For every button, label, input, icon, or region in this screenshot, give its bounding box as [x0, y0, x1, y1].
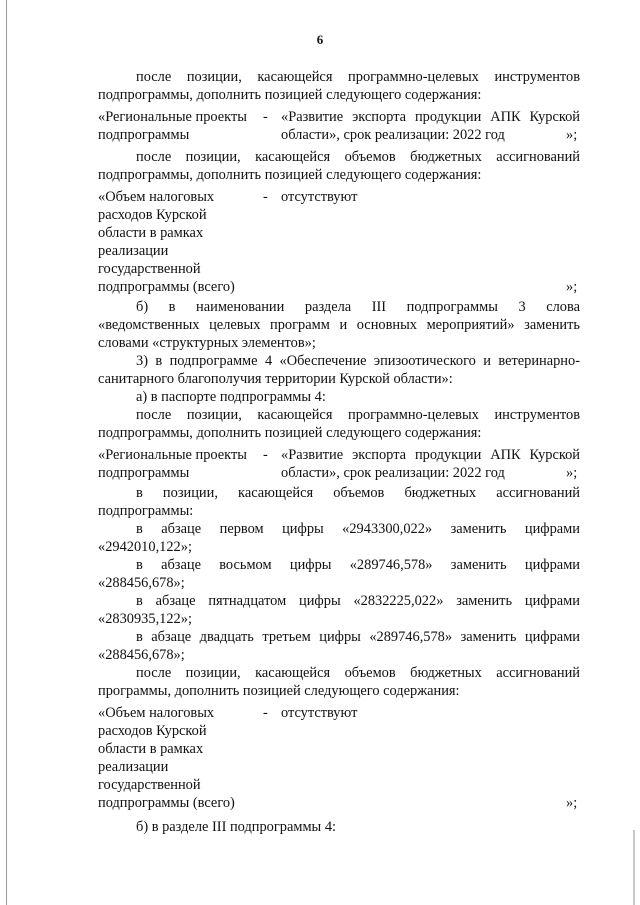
paragraph-line: а) в паспорте подпрограммы 4: — [136, 389, 326, 405]
paragraph-line: подпрограммы, дополнить позицией следующего содержания: — [98, 167, 482, 183]
table-value: «Развитие экспорта продукции АПК Курской — [281, 447, 580, 463]
table-label: «Объем налоговых — [98, 705, 215, 721]
paragraph-line: после позиции, касающейся объемов бюджетных ассигнований — [136, 665, 580, 681]
table-label: подпрограммы — [98, 465, 190, 481]
paragraph-line: подпрограммы, дополнить позицией следующего содержания: — [98, 425, 482, 441]
paragraph-line: в абзаце восьмом цифры «289746,578» заменить цифрами — [136, 557, 580, 573]
paragraph-line: после позиции, касающейся объемов бюджетных ассигнований — [136, 149, 580, 165]
table-label: «Объем налоговых — [98, 189, 215, 205]
table-value: отсутствуют — [281, 189, 358, 205]
table-value: области», срок реализации: 2022 год — [281, 127, 505, 143]
closing-quote: »; — [566, 127, 578, 143]
paragraph-line: после позиции, касающейся программно-целевых инструментов — [136, 69, 580, 85]
table-label: «Региональные проекты — [98, 447, 247, 463]
table-value: области», срок реализации: 2022 год — [281, 465, 505, 481]
table-dash: - — [263, 189, 268, 205]
paragraph-line: подпрограммы, дополнить позицией следующего содержания: — [98, 87, 482, 103]
paragraph-line: «2942010,122»; — [98, 539, 192, 555]
paragraph-line: в абзаце двадцать третьем цифры «289746,578» заменить цифрами — [136, 629, 580, 645]
table-value: отсутствуют — [281, 705, 358, 721]
scan-left-edge — [6, 0, 7, 905]
table-label: области в рамках — [98, 741, 204, 757]
paragraph-line: подпрограммы: — [98, 503, 194, 519]
closing-quote: »; — [566, 279, 578, 295]
closing-quote: »; — [566, 465, 578, 481]
paragraph-line: «288456,678»; — [98, 575, 185, 591]
table-label: государственной — [98, 777, 201, 793]
table-label: «Региональные проекты — [98, 109, 247, 125]
table-label: расходов Курской — [98, 207, 207, 223]
paragraph-line: 3) в подпрограмме 4 «Обеспечение эпизоотического и ветеринарно- — [136, 353, 580, 369]
table-label: подпрограммы (всего) — [98, 795, 235, 811]
table-label: расходов Курской — [98, 723, 207, 739]
paragraph-line: программы, дополнить позицией следующего содержания: — [98, 683, 460, 699]
table-dash: - — [263, 109, 268, 125]
table-value: «Развитие экспорта продукции АПК Курской — [281, 109, 580, 125]
scan-right-edge — [633, 830, 635, 905]
paragraph-line: в абзаце пятнадцатом цифры «2832225,022» заменить цифрами — [136, 593, 580, 609]
table-label: области в рамках — [98, 225, 204, 241]
table-dash: - — [263, 447, 268, 463]
closing-quote: »; — [566, 795, 578, 811]
paragraph-line: словами «структурных элементов»; — [98, 335, 316, 351]
table-label: подпрограммы — [98, 127, 190, 143]
paragraph-line: санитарного благополучия территории Курской области»: — [98, 371, 453, 387]
paragraph-line: после позиции, касающейся программно-целевых инструментов — [136, 407, 580, 423]
table-dash: - — [263, 705, 268, 721]
table-label: реализации — [98, 243, 169, 259]
table-label: реализации — [98, 759, 169, 775]
paragraph-line: в позиции, касающейся объемов бюджетных ассигнований — [136, 485, 580, 501]
page-number: 6 — [316, 32, 324, 47]
table-label: подпрограммы (всего) — [98, 279, 235, 295]
paragraph-line: «2830935,122»; — [98, 611, 192, 627]
table-label: государственной — [98, 261, 201, 277]
paragraph-line: «288456,678»; — [98, 647, 185, 663]
paragraph-line: б) в наименовании раздела III подпрограммы 3 слова — [136, 299, 580, 315]
paragraph-line: в абзаце первом цифры «2943300,022» заменить цифрами — [136, 521, 580, 537]
paragraph-line: «ведомственных целевых программ и основных мероприятий» заменить — [98, 317, 580, 333]
paragraph-line: б) в разделе III подпрограммы 4: — [136, 819, 337, 835]
